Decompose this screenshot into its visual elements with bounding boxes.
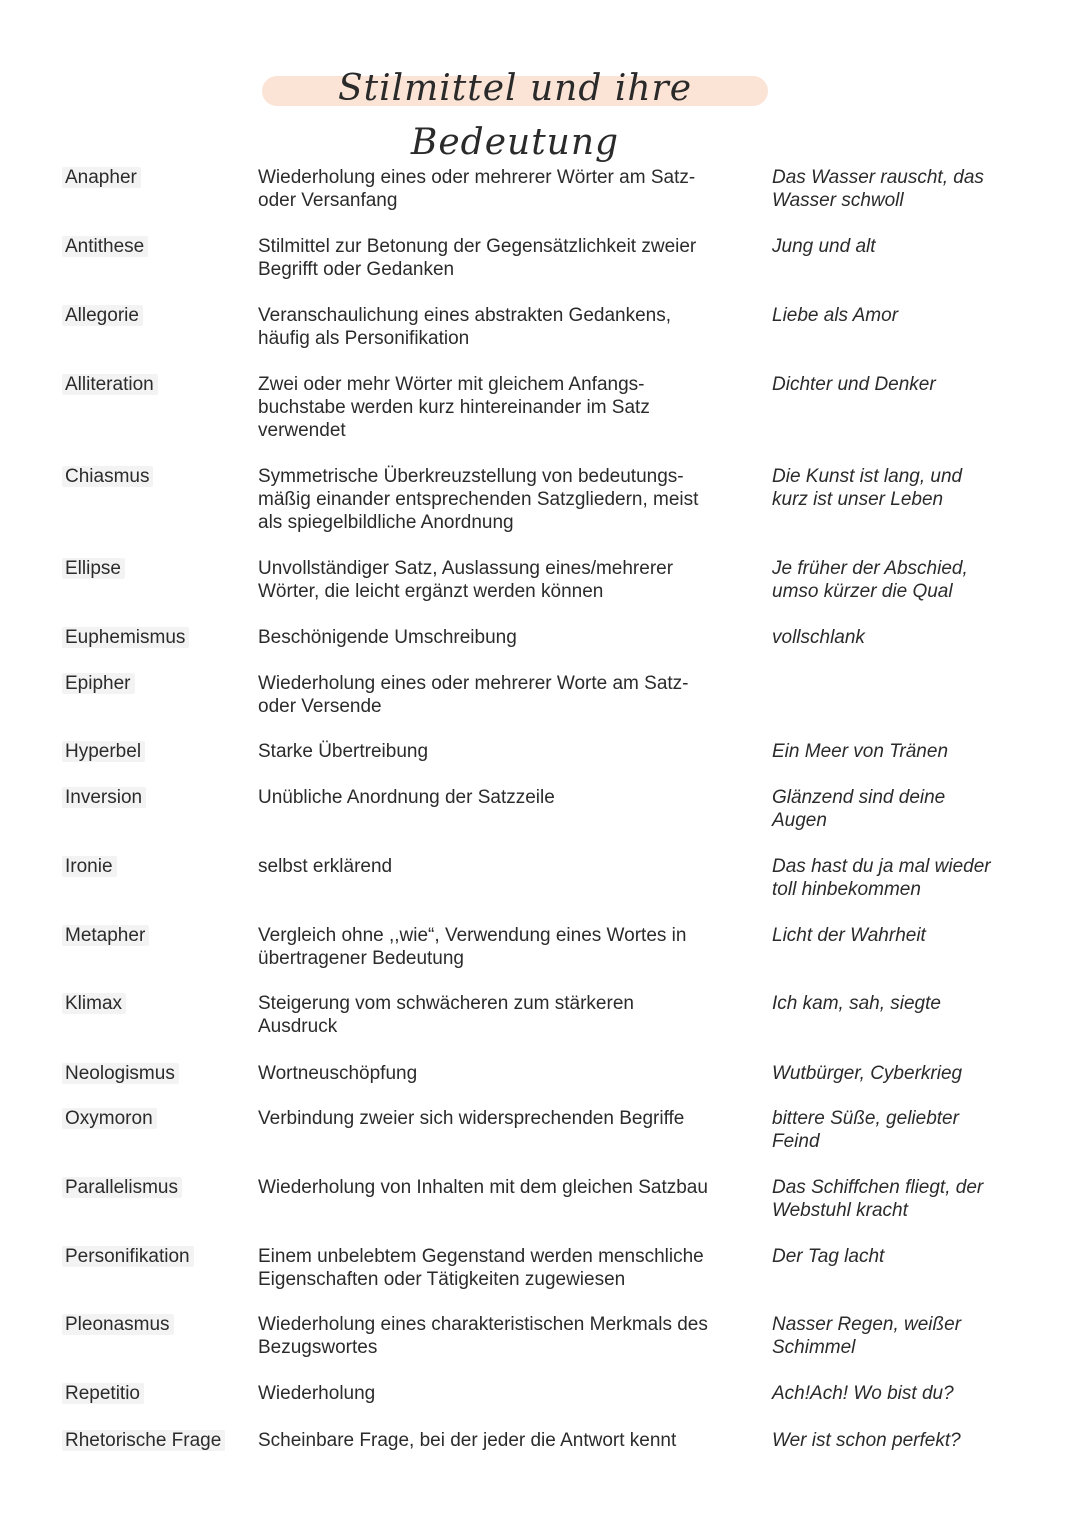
definition: Beschönigende Umschreibung <box>258 627 517 648</box>
term: Hyperbel <box>62 740 242 763</box>
definition: Wiederholung eines oder mehrerer Wörter am Satz- oder Versanfang <box>258 167 696 211</box>
term: Euphemismus <box>62 626 242 649</box>
definition: Starke Übertreibung <box>258 741 429 762</box>
definition: Wiederholung von Inhalten mit dem gleichen Satzbau <box>258 1177 708 1198</box>
term: Inversion <box>62 786 242 809</box>
example: bittere Süße, geliebter Feind <box>772 1108 959 1152</box>
example: Wer ist schon perfekt? <box>772 1430 961 1451</box>
term: Epipher <box>62 672 242 695</box>
definition: Unvollständiger Satz, Auslassung eines/mehrerer Wörter, die leicht ergänzt werden können <box>258 558 674 602</box>
example: Liebe als Amor <box>772 305 899 326</box>
definition: Wiederholung eines oder mehrerer Worte am Satz- oder Versende <box>258 673 689 717</box>
definition: selbst erklärend <box>258 856 393 877</box>
row-alliteration <box>0 373 1080 465</box>
example: Der Tag lacht <box>772 1246 885 1267</box>
definition: Symmetrische Überkreuzstellung von bedeutungs- mäßig einander entsprechenden Satzgliedern, meist als spiegelbildliche Anordnung <box>258 466 699 533</box>
stilmittel-list <box>0 166 1080 1475</box>
row-chiasmus <box>0 465 1080 557</box>
title-block <box>262 62 768 163</box>
example: Nasser Regen, weißer Schimmel <box>772 1314 962 1358</box>
term: Ironie <box>62 855 242 878</box>
example: Das Schiffchen fliegt, der Webstuhl kracht <box>772 1177 984 1221</box>
row-anapher <box>0 166 1080 235</box>
definition: Wiederholung eines charakteristischen Merkmals des Bezugswortes <box>258 1314 708 1358</box>
row-klimax <box>0 992 1080 1062</box>
term: Ellipse <box>62 557 242 580</box>
term: Chiasmus <box>62 465 242 488</box>
term: Neologismus <box>62 1062 242 1085</box>
definition: Wortneuschöpfung <box>258 1063 418 1084</box>
row-ellipse <box>0 557 1080 626</box>
term: Oxymoron <box>62 1107 242 1130</box>
example: Je früher der Abschied, umso kürzer die Qual <box>772 558 968 602</box>
row-ironie <box>0 855 1080 924</box>
example: Jung und alt <box>772 236 876 257</box>
term: Parallelismus <box>62 1176 242 1199</box>
row-pleonasmus <box>0 1313 1080 1382</box>
row-inversion <box>0 786 1080 855</box>
row-hyperbel <box>0 740 1080 786</box>
row-repetitio <box>0 1382 1080 1429</box>
term: Repetitio <box>62 1382 242 1405</box>
term: Allegorie <box>62 304 242 327</box>
term: Klimax <box>62 992 242 1015</box>
term: Pleonasmus <box>62 1313 242 1336</box>
row-euphemismus <box>0 626 1080 672</box>
example: Dichter und Denker <box>772 374 936 395</box>
term: Alliteration <box>62 373 242 396</box>
example: Licht der Wahrheit <box>772 925 926 946</box>
page-title: Stilmittel und ihre Bedeutung <box>337 68 693 163</box>
definition: Zwei oder mehr Wörter mit gleichem Anfangs- buchstabe werden kurz hintereinander im Satz verwendet <box>258 374 650 441</box>
row-epipher <box>0 672 1080 740</box>
definition: Wiederholung <box>258 1383 376 1404</box>
row-metapher <box>0 924 1080 992</box>
definition: Veranschaulichung eines abstrakten Gedankens, häufig als Personifikation <box>258 305 671 349</box>
example: Das Wasser rauscht, das Wasser schwoll <box>772 167 984 211</box>
definition: Einem unbelebtem Gegenstand werden menschliche Eigenschaften oder Tätigkeiten zugewiesen <box>258 1246 704 1290</box>
definition: Scheinbare Frage, bei der jeder die Antwort kennt <box>258 1430 677 1451</box>
row-antithese <box>0 235 1080 304</box>
example: Wutbürger, Cyberkrieg <box>772 1063 963 1084</box>
term: Anapher <box>62 166 242 189</box>
row-allegorie <box>0 304 1080 373</box>
example: Das hast du ja mal wieder toll hinbekommen <box>772 856 991 900</box>
definition: Unübliche Anordnung der Satzzeile <box>258 787 555 808</box>
row-personifikation <box>0 1245 1080 1313</box>
example: Glänzend sind deine Augen <box>772 787 946 831</box>
term: Antithese <box>62 235 242 258</box>
definition: Vergleich ohne ,,wie“, Verwendung eines Wortes in übertragener Bedeutung <box>258 925 687 969</box>
row-oxymoron <box>0 1107 1080 1176</box>
definition: Verbindung zweier sich widersprechenden Begriffe <box>258 1108 685 1129</box>
row-rhetorische-frage <box>0 1429 1080 1475</box>
example: Ich kam, sah, siegte <box>772 993 941 1014</box>
definition: Stilmittel zur Betonung der Gegensätzlichkeit zweier Begrifft oder Gedanken <box>258 236 697 280</box>
definition: Steigerung vom schwächeren zum stärkeren Ausdruck <box>258 993 634 1037</box>
term: Personifikation <box>62 1245 242 1268</box>
example: Ein Meer von Tränen <box>772 741 949 762</box>
row-parallelismus <box>0 1176 1080 1245</box>
example: Ach!Ach! Wo bist du? <box>772 1383 954 1404</box>
row-neologismus <box>0 1062 1080 1107</box>
term: Rhetorische Frage <box>62 1429 242 1452</box>
term: Metapher <box>62 924 242 947</box>
example: Die Kunst ist lang, und kurz ist unser Leben <box>772 466 963 510</box>
example: vollschlank <box>772 627 865 648</box>
